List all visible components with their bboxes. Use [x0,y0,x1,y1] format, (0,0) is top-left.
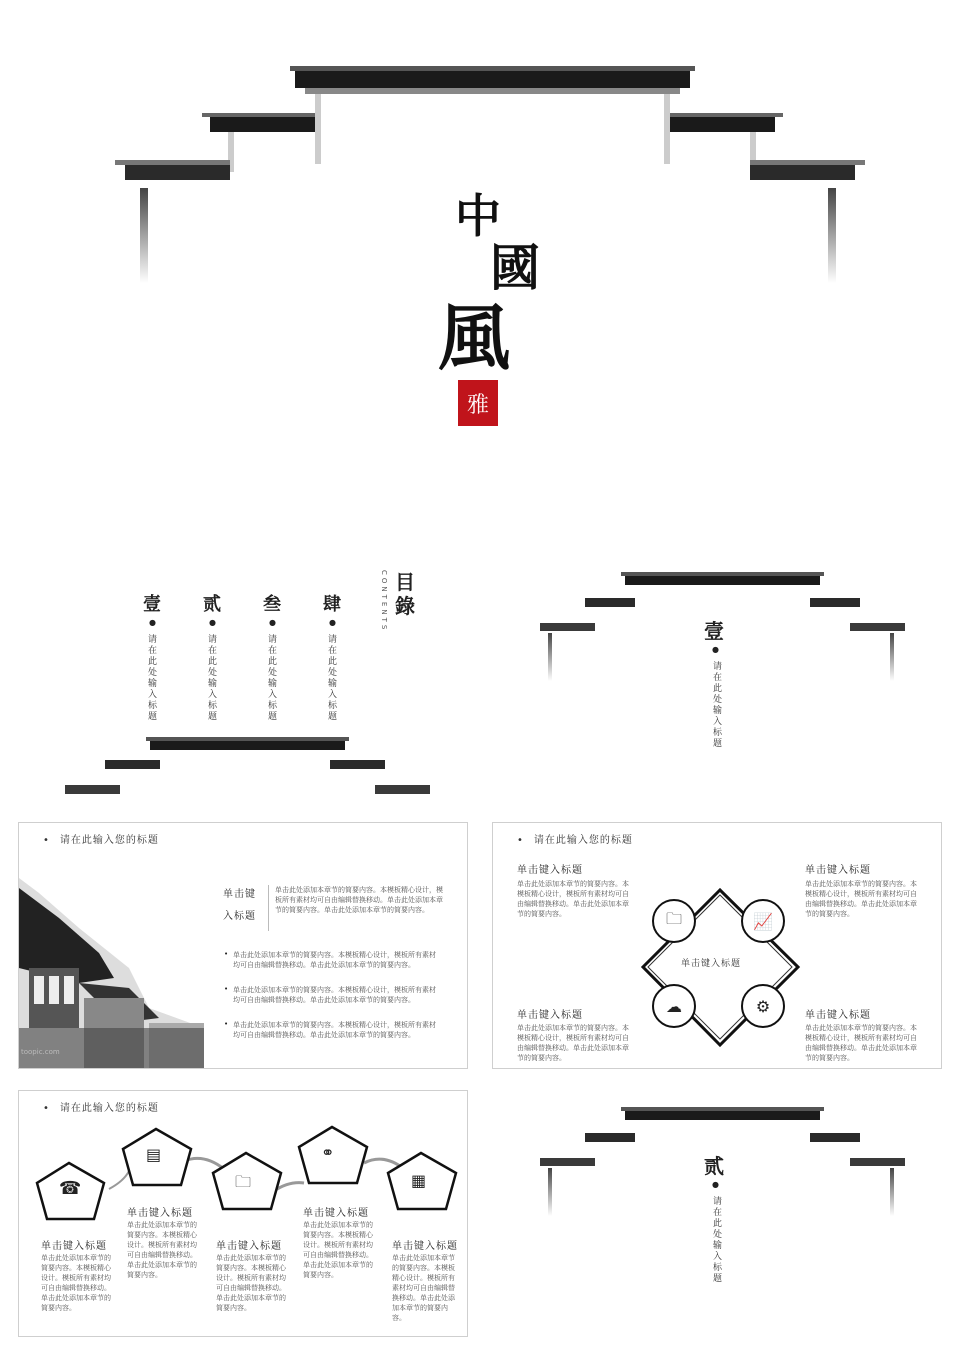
slide-c [18,1090,468,1337]
building-photo [19,858,204,1068]
slide-a-bullet-3: 单击此处添加本章节的简要内容。本模板精心设计，模板所有素材均可自由编辑替换移动。单击此处添加本章节的简要内容。 [233,1021,436,1039]
step-2-text: 单击此处添加本章节的简要内容。本模板精心设计。模板所有素材均可自由编辑替换移动。单击此处添加本章节的简要内容。 [127,1221,197,1279]
cover-title-char-3: 風 [438,295,511,380]
cloud-icon: ☁ [652,984,696,1028]
slide-b-block-1-title[interactable]: 单击键入标题 [517,865,583,876]
gear-icon: ⚙ [741,984,785,1028]
slide-a-title-line2[interactable]: 入标题 [223,911,256,922]
step-1-title[interactable]: 单击键入标题 [41,1241,107,1252]
slide-c-header: • 请在此输入您的标题 [43,1099,159,1114]
slide-b-block-3-title[interactable]: 单击键入标题 [517,1010,583,1021]
network-icon: ⚭ [321,1143,335,1162]
step-1-text: 单击此处添加本章节的简要内容。本模板精心设计。模板所有素材均可自由编辑替换移动。单击此处添加本章节的简要内容。 [41,1254,111,1312]
toc-roof-wall [60,730,440,810]
section1-num: 壹 [704,619,724,643]
slide-b-block-4-text: 单击此处添加本章节的简要内容。本模板精心设计，模板所有素材均可自由编辑替换移动。单击此处添加本章节的简要内容。 [805,1024,917,1062]
slide-b-header: • 请在此输入您的标题 [517,831,633,846]
section2-slide: 贰 ● 请在此处输入标题 [530,1100,930,1330]
cover-title-char-2: 國 [490,238,540,297]
slide-b-center-title[interactable]: 单击键入标题 [681,959,742,969]
section2-num: 贰 [704,1154,724,1178]
toc-subtitle: CONTENTS [380,570,388,633]
step-3-title[interactable]: 单击键入标题 [216,1241,282,1252]
toc-item-2-num[interactable]: 贰 [203,594,221,615]
report-icon: ▦ [411,1171,427,1190]
document-icon: ▤ [146,1145,162,1164]
toc-item-4-num[interactable]: 肆 [323,594,341,615]
slide-b-block-3-text: 单击此处添加本章节的简要内容。本模板精心设计，模板所有素材均可自由编辑替换移动。单击此处添加本章节的简要内容。 [517,1024,629,1062]
step-4-title[interactable]: 单击键入标题 [303,1208,369,1219]
step-3-text: 单击此处添加本章节的简要内容。本模板精心设计。模板所有素材均可自由编辑替换移动。单击此处添加本章节的简要内容。 [216,1254,286,1312]
toc-item-4-label[interactable]: 请在此处输入标题 [326,634,336,722]
slide-a-header: • 请在此输入您的标题 [43,831,159,846]
slide-b-block-4-title[interactable]: 单击键入标题 [805,1010,871,1021]
toc-item-3-label[interactable]: 请在此处输入标题 [266,634,276,722]
toc-slide: 目錄 CONTENTS 壹 ● 请在此处输入标题 贰 ● 请在此处输入标题 叁 ● 请在此处输入标题 肆 ● 请在此处输入标题 [60,560,440,810]
slide-a-bullet-2: 单击此处添加本章节的简要内容。本模板精心设计，模板所有素材均可自由编辑替换移动。单击此处添加本章节的简要内容。 [233,986,436,1004]
slide-a-title-line1[interactable]: 单击键 [223,889,256,900]
step-5-text: 单击此处添加本章节的简要内容。本模板精心设计。模板所有素材均可自由编辑替换移动。单击此处添加本章节的简要内容。 [392,1254,455,1322]
slide-a-intro: 单击此处添加本章节的简要内容。本模板精心设计，模板所有素材均可自由编辑替换移动。单击此处添加本章节的简要内容。单击此处添加本章节的简要内容。 [275,886,443,914]
slide-b-block-2-text: 单击此处添加本章节的简要内容。本模板精心设计，模板所有素材均可自由编辑替换移动。单击此处添加本章节的简要内容。 [805,880,917,918]
section2-roof-wall [530,1100,930,1230]
watermark: toopic.com [21,1048,60,1056]
toc-item-1-label[interactable]: 请在此处输入标题 [146,634,156,722]
section1-label[interactable]: 请在此处输入标题 [711,661,721,749]
phone-icon: ☎ [59,1178,82,1199]
slide-a-bullet-1: 单击此处添加本章节的简要内容。本模板精心设计，模板所有素材均可自由编辑替换移动。单击此处添加本章节的简要内容。 [233,951,436,969]
slide-b-block-2-title[interactable]: 单击键入标题 [805,865,871,876]
cover-title-char-1: 中 [455,189,501,243]
team-folder-icon: 🗀 [235,1172,252,1191]
folder-icon: 🗀 [652,899,696,943]
section1-roof-wall [530,565,920,695]
step-5-title[interactable]: 单击键入标题 [392,1241,458,1252]
toc-item-2-label[interactable]: 请在此处输入标题 [206,634,216,722]
divider [268,885,269,931]
slide-a: • 请在此输入您的标题 toopic.com 单击键 入标题 单击此处添加本章节的简要内容。本模板精心设计，模板所有素材均可自由编辑替换移动。单击此处添加本章节的简要内容。单击此处添加本章节的简要内容。 • 单击此处添加本章节的简要内容。本模板精心设计，模板所有素材均可自由编辑替换移动。单击此处添加本章节的简要内容。 • 单击此处添加本章节的简要内容。本模板精心设计，模板所有素材均可自由编辑替换移动。单击此处添加本章节的简要内容。 • 单击此处添加本章节的简要内容。本模板精心设计，模板所有素材均可自由编辑替换移动。单击此处添加本章节的简要内容。 [18,822,468,1069]
section1-slide: 壹 ● 请在此处输入标题 [530,565,920,795]
section2-label[interactable]: 请在此处输入标题 [711,1196,721,1284]
slide-b [492,822,942,1069]
slide-b-block-1-text: 单击此处添加本章节的简要内容。本模板精心设计，模板所有素材均可自由编辑替换移动。单击此处添加本章节的简要内容。 [517,880,629,918]
chart-icon: 📈 [741,899,785,943]
seal-stamp: 雅 [458,380,498,426]
step-4-text: 单击此处添加本章节的简要内容。本模板精心设计。模板所有素材均可自由编辑替换移动。单击此处添加本章节的简要内容。 [303,1221,373,1279]
toc-item-3-num[interactable]: 叁 [263,594,281,615]
toc-item-1-num[interactable]: 壹 [143,594,161,615]
step-2-title[interactable]: 单击键入标题 [127,1208,193,1219]
toc-title: 目錄 [395,570,415,618]
